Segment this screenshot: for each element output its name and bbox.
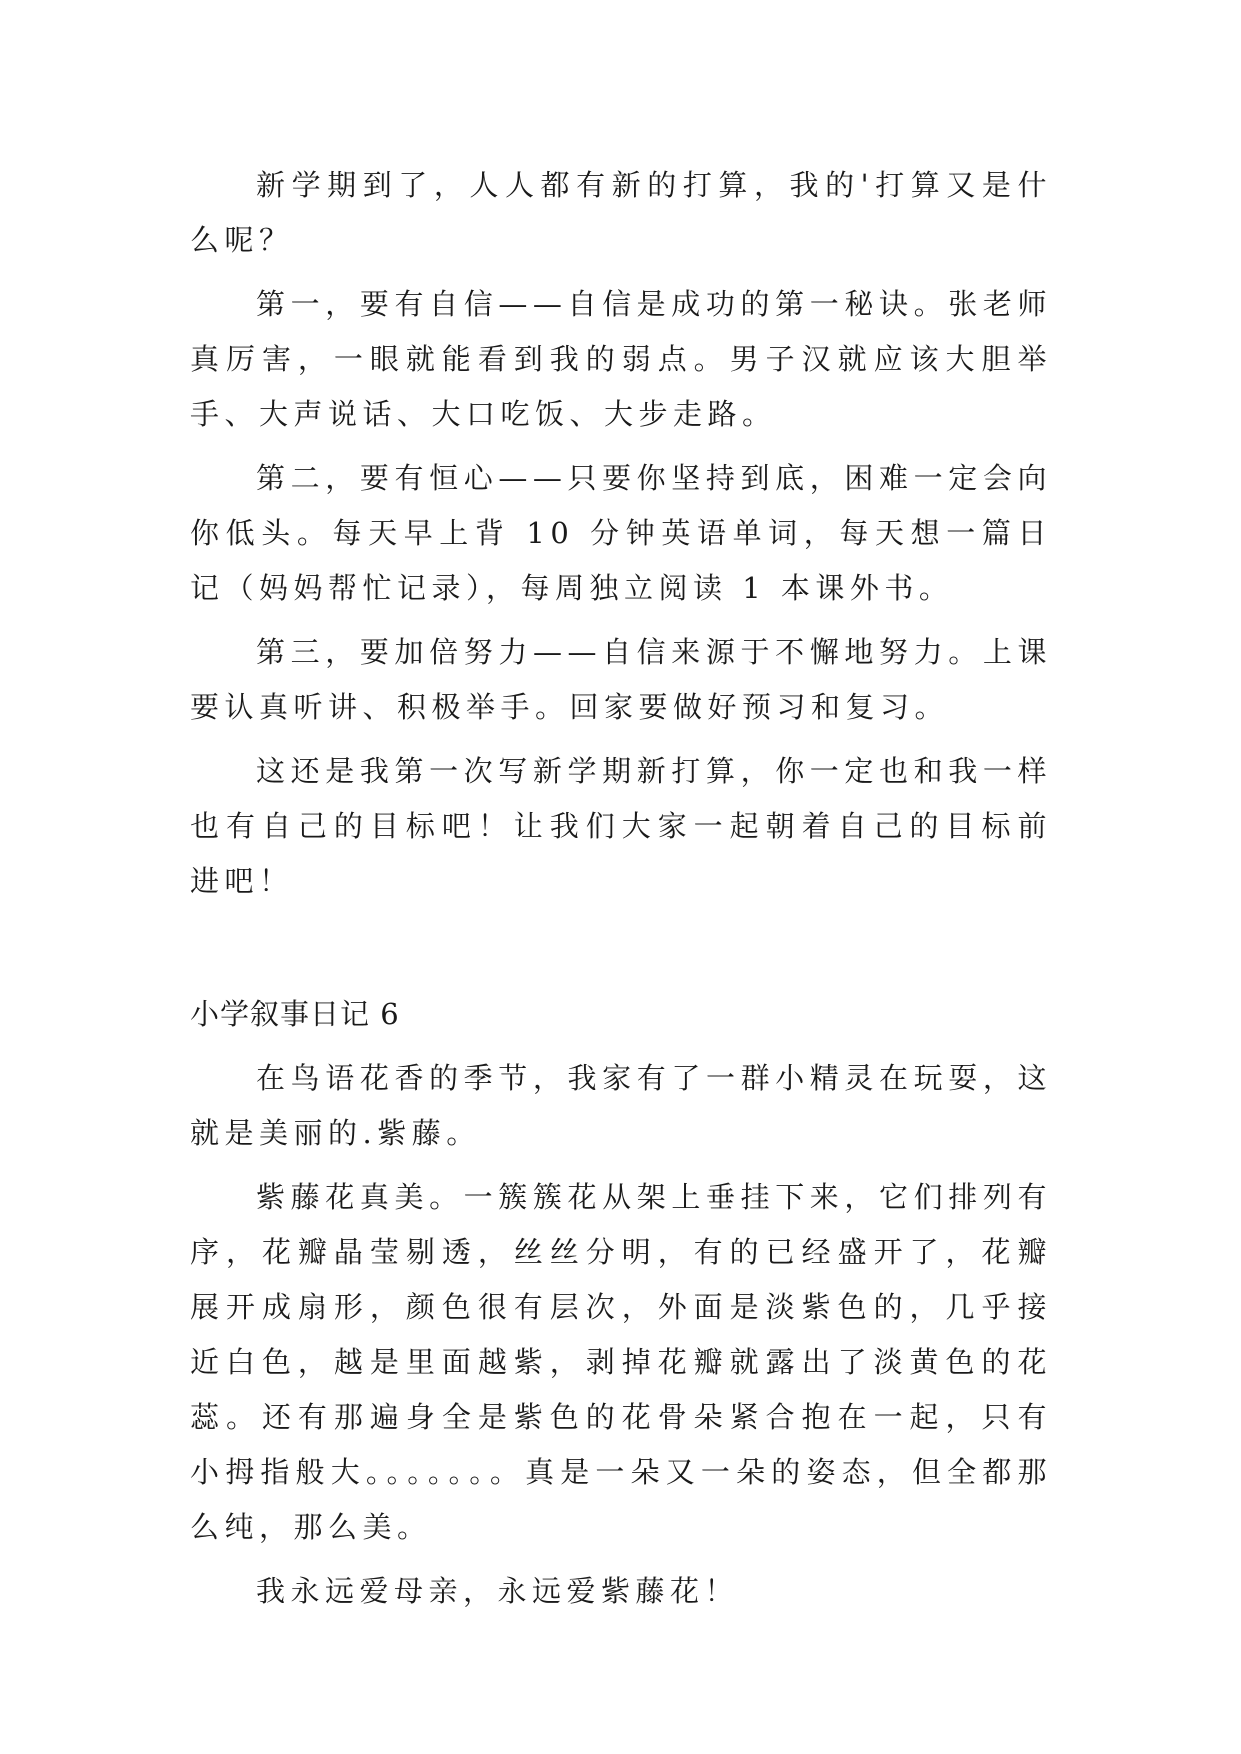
document-body (190, 158, 1052, 1628)
paragraph-wisteria-closing: 我永远爱母亲，永远爱紫藤花！ (256, 1574, 740, 1608)
paragraph-wisteria-intro: 在鸟语花香的季节，我家有了一群小精灵在玩耍，这就是美丽的.紫藤。 (190, 1061, 1052, 1150)
paragraph-intro: 新学期到了，人人都有新的打算，我的'打算又是什么呢？ (190, 168, 1052, 257)
paragraph-effort: 第三，要加倍努力——自信来源于不懈地努力。上课要认真听讲、积极举手。回家要做好预习和复习。 (190, 635, 1052, 724)
section-heading-diary-6: 小学叙事日记 6 (190, 997, 400, 1031)
paragraph-conclusion: 这还是我第一次写新学期新打算，你一定也和我一样也有自己的目标吧！让我们大家一起朝着自己的目标前进吧！ (190, 754, 1052, 898)
paragraph-confidence: 第一，要有自信——自信是成功的第一秘诀。张老师真厉害，一眼就能看到我的弱点。男子汉就应该大胆举手、大声说话、大口吃饭、大步走路。 (190, 287, 1052, 431)
paragraph-perseverance: 第二，要有恒心——只要你坚持到底，困难一定会向你低头。每天早上背 10 分钟英语单词，每天想一篇日记（妈妈帮忙记录），每周独立阅读 1 本课外书。 (190, 461, 1052, 605)
paragraph-wisteria-description: 紫藤花真美。一簇簇花从架上垂挂下来，它们排列有序，花瓣晶莹剔透，丝丝分明，有的已经盛开了，花瓣展开成扇形，颜色很有层次，外面是淡紫色的，几乎接近白色，越是里面越紫，剥掉花瓣就露出了淡黄色的花蕊。还有那遍身全是紫色的花骨朵紧合抱在一起，只有小拇指般大。。。。。。。真是一朵又一朵的姿态，但全都那么纯，那么美。 (190, 1180, 1052, 1544)
